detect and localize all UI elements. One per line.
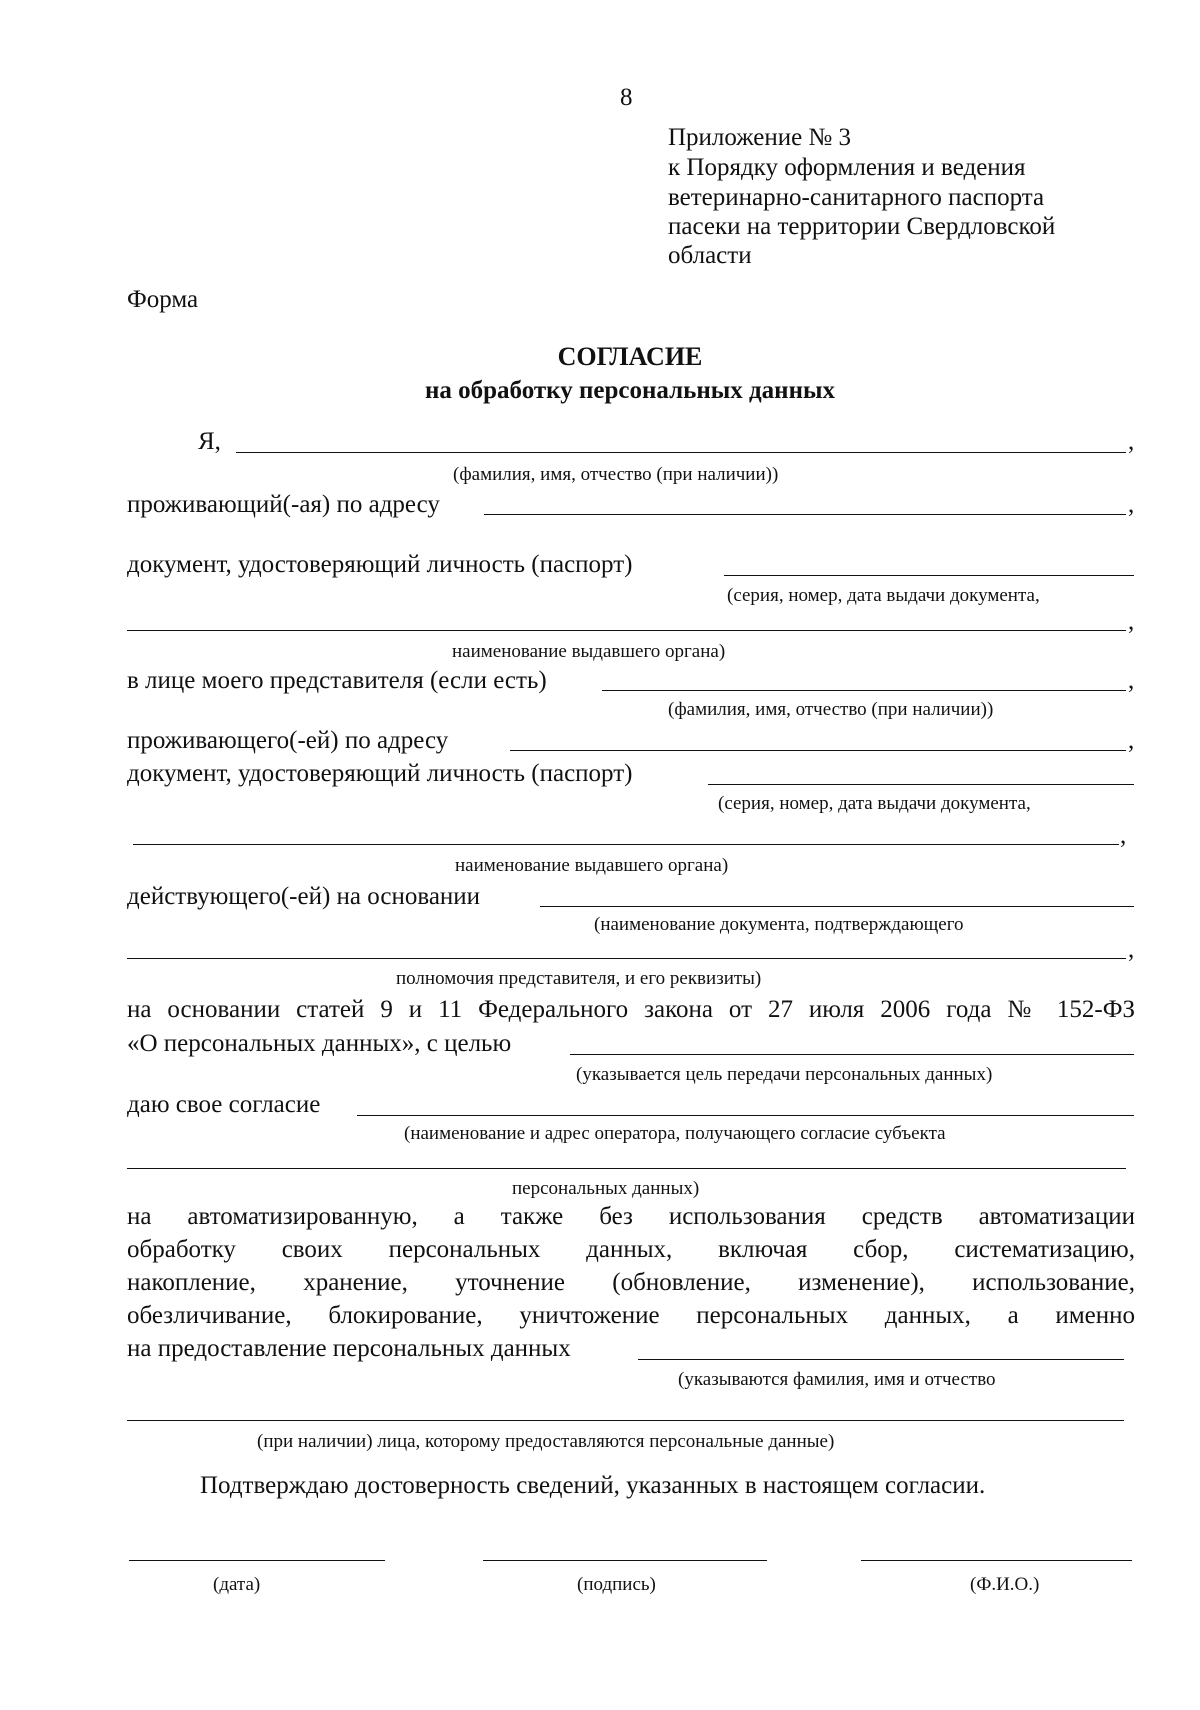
provide-line-2[interactable]	[127, 1420, 1124, 1421]
comma: ,	[1128, 667, 1135, 694]
org-hint: наименование выдавшего органа)	[452, 641, 726, 662]
basis-hint-2: полномочия представителя, и его реквизиты)	[396, 968, 762, 989]
page-number: 8	[620, 84, 633, 111]
basis-line-2[interactable]	[127, 958, 1126, 959]
body-line: обработку своих персональных данных, включая сбор, систематизацию,	[127, 1236, 1135, 1263]
doc-hint: (серия, номер, дата выдачи документа,	[727, 585, 1040, 606]
rep-doc-label: документ, удостоверяющий личность (паспорт)	[127, 760, 633, 787]
fio-signature-line[interactable]	[861, 1560, 1132, 1561]
appendix-line: Приложение № 3	[668, 124, 852, 151]
signature-line[interactable]	[483, 1560, 767, 1561]
appendix-line: к Порядку оформления и ведения	[668, 154, 1026, 181]
comma: ,	[1128, 727, 1135, 754]
rep-doc-hint: (серия, номер, дата выдачи документа,	[718, 793, 1031, 814]
doc-line-2[interactable]	[127, 630, 1126, 631]
address-line[interactable]	[484, 514, 1126, 515]
document-subtitle: на обработку персональных данных	[425, 377, 835, 404]
provide-label: на предоставление персональных данных	[127, 1335, 571, 1362]
rep-hint: (фамилия, имя, отчество (при наличии))	[668, 699, 994, 720]
provide-line[interactable]	[638, 1359, 1124, 1360]
rep-label: в лице моего представителя (если есть)	[127, 667, 547, 694]
document-title: СОГЛАСИЕ	[557, 342, 703, 371]
signature-caption: (подпись)	[577, 1574, 656, 1595]
basis-hint: (наименование документа, подтверждающего	[594, 914, 964, 935]
purpose-label: «О персональных данных», с целью	[127, 1030, 512, 1057]
purpose-line[interactable]	[570, 1054, 1134, 1055]
fio-line[interactable]	[236, 452, 1126, 453]
basis-label: действующего(-ей) на основании	[127, 883, 481, 910]
fio-caption: (Ф.И.О.)	[970, 1574, 1040, 1595]
appendix-line: ветеринарно-санитарного паспорта	[668, 184, 1045, 211]
comma: ,	[1128, 428, 1135, 455]
doc-line[interactable]	[724, 575, 1134, 576]
fio-hint: (фамилия, имя, отчество (при наличии))	[453, 464, 779, 485]
body-line: обезличивание, блокирование, уничтожение персональных данных, а именно	[127, 1302, 1135, 1329]
comma: ,	[1128, 608, 1135, 635]
comma: ,	[1120, 822, 1127, 849]
rep-doc-line-2[interactable]	[133, 844, 1119, 845]
purpose-hint: (указывается цель передачи персональных данных)	[576, 1064, 993, 1085]
rep-doc-line[interactable]	[708, 784, 1134, 785]
date-caption: (дата)	[213, 1574, 261, 1595]
confirm-text: Подтверждаю достоверность сведений, указанных в настоящем согласии.	[200, 1472, 986, 1499]
consent-line[interactable]	[357, 1115, 1134, 1116]
provide-hint-2: (при наличии) лица, которому предоставляются персональные данные)	[257, 1431, 835, 1452]
address-label: проживающий(-ая) по адресу	[127, 491, 440, 518]
body-line: на автоматизированную, а также без использования средств автоматизации	[127, 1203, 1135, 1230]
rep-org-hint: наименование выдавшего органа)	[455, 855, 729, 876]
operator-hint: (наименование и адрес оператора, получающего согласие субъекта	[404, 1123, 946, 1144]
consent-label: даю свое согласие	[127, 1091, 321, 1118]
ya-label: Я,	[198, 428, 221, 455]
comma: ,	[1128, 491, 1135, 518]
appendix-line: пасеки на территории Свердловской	[668, 213, 1056, 240]
basis-line[interactable]	[540, 906, 1134, 907]
law-line: на основании статей 9 и 11 Федерального закона от 27 июля 2006 года № 152-ФЗ	[127, 996, 1135, 1023]
comma: ,	[1128, 936, 1135, 963]
body-line: накопление, хранение, уточнение (обновление, изменение), использование,	[127, 1269, 1135, 1296]
operator-hint-2: персональных данных)	[512, 1178, 700, 1199]
operator-line-2[interactable]	[127, 1168, 1126, 1169]
rep-address-label: проживающего(-ей) по адресу	[127, 727, 449, 754]
appendix-line: области	[668, 242, 752, 269]
form-label: Форма	[127, 286, 199, 313]
rep-address-line[interactable]	[510, 750, 1126, 751]
rep-line[interactable]	[602, 690, 1126, 691]
provide-hint: (указываются фамилия, имя и отчество	[678, 1369, 996, 1390]
date-line[interactable]	[129, 1560, 385, 1561]
doc-label: документ, удостоверяющий личность (паспорт)	[127, 551, 633, 578]
